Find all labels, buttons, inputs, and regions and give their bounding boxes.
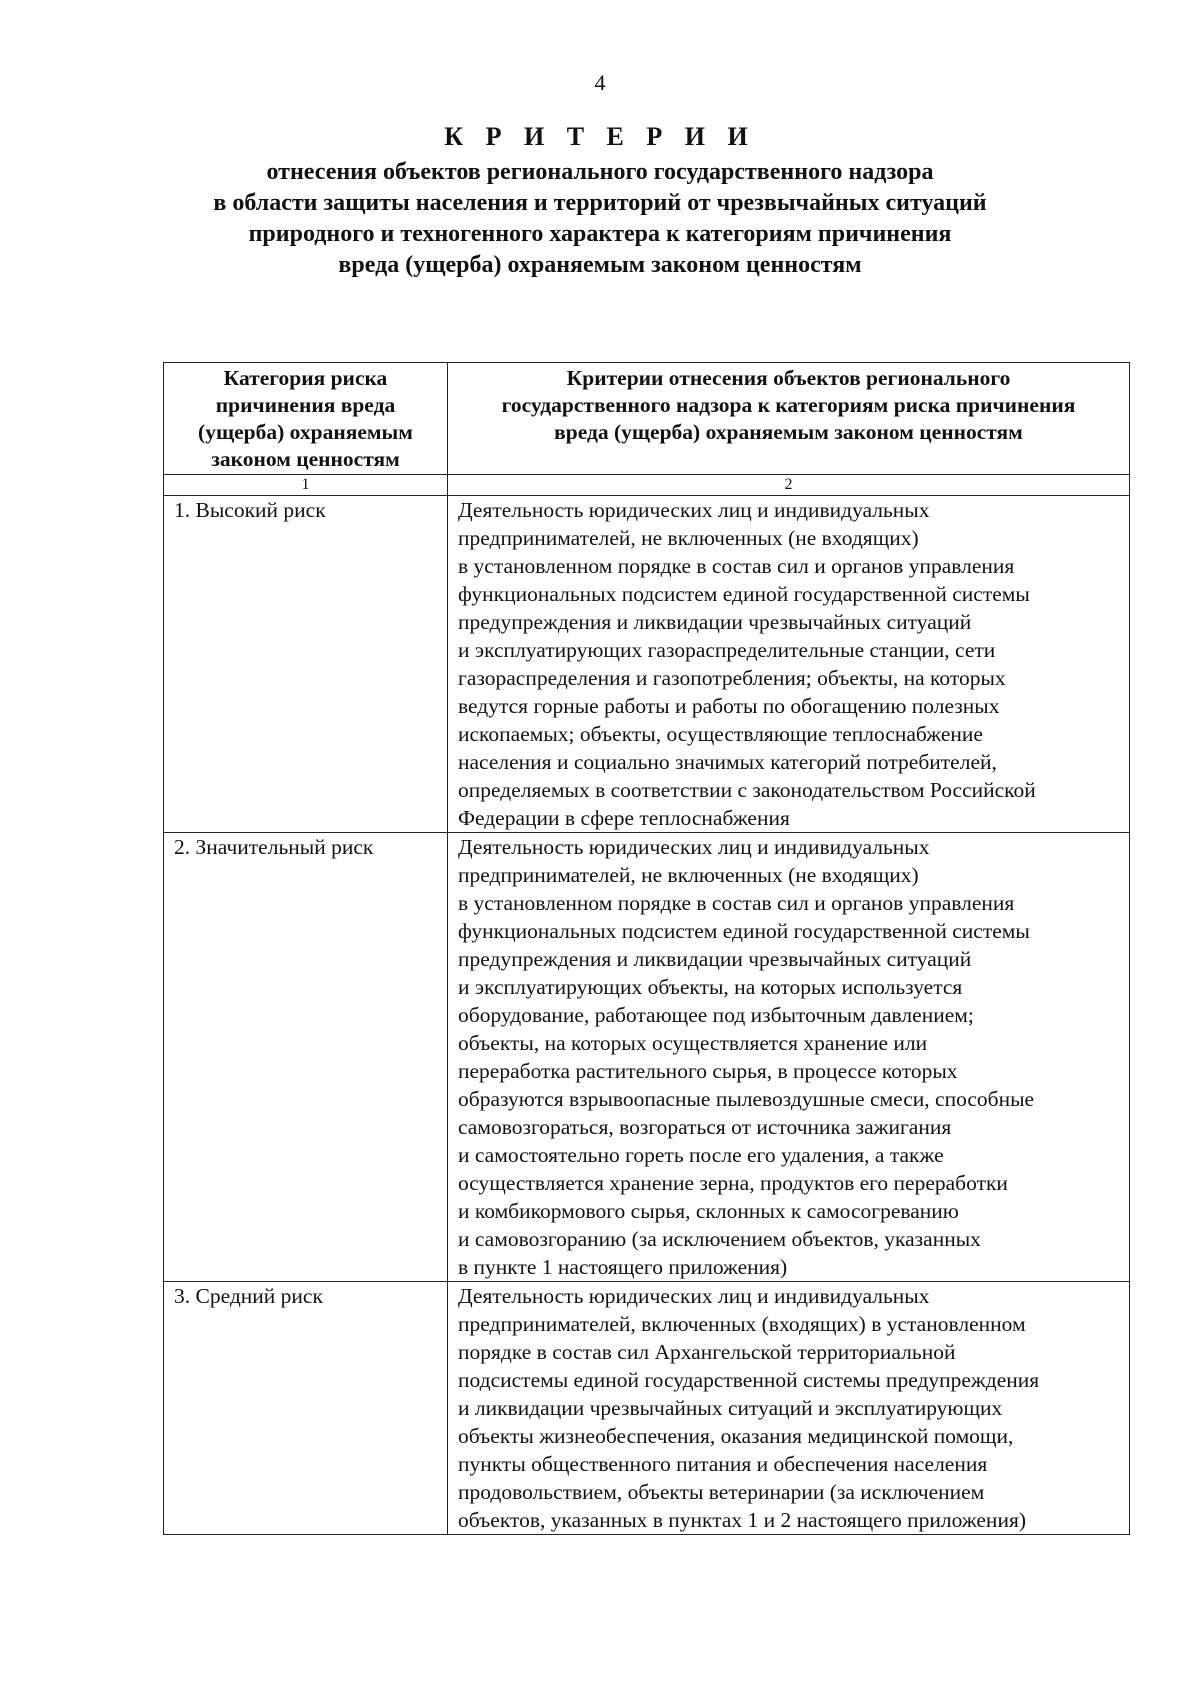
criteria-line: в установленном порядке в состав сил и органов управления	[458, 891, 1015, 915]
subtitle-line: отнесения объектов регионального государственного надзора	[266, 159, 934, 185]
criteria-line: предупреждения и ликвидации чрезвычайных ситуаций	[458, 610, 972, 634]
column-number-row	[164, 475, 1130, 496]
header-line: вреда (ущерба) охраняемым законом ценностям	[554, 420, 1023, 444]
criteria-line: функциональных подсистем единой государственной системы	[458, 582, 1030, 606]
risk-category-cell: 2. Значительный риск	[164, 833, 448, 1282]
criteria-line: предупреждения и ликвидации чрезвычайных ситуаций	[458, 947, 972, 971]
header-risk-category	[164, 363, 448, 475]
risk-category-cell: 3. Средний риск	[164, 1282, 448, 1535]
criteria-line: Федерации в сфере теплоснабжения	[458, 806, 790, 830]
criteria-line: ведутся горные работы и работы по обогащению полезных	[458, 694, 1000, 718]
criteria-line: объекты, на которых осуществляется хранение или	[458, 1031, 928, 1055]
subtitle-line: вреда (ущерба) охраняемым законом ценностям	[338, 252, 862, 278]
criteria-cell	[448, 833, 1130, 1282]
criteria-line: осуществляется хранение зерна, продуктов его переработки	[458, 1171, 1008, 1195]
criteria-line: определяемых в соответствии с законодательством Российской	[458, 778, 1036, 802]
table-row	[164, 1282, 1130, 1535]
criteria-line: подсистемы единой государственной системы предупреждения	[458, 1368, 1040, 1392]
criteria-line: в пункте 1 настоящего приложения)	[458, 1255, 788, 1279]
criteria-cell	[448, 496, 1130, 833]
criteria-line: в установленном порядке в состав сил и органов управления	[458, 554, 1015, 578]
criteria-line: объектов, указанных в пунктах 1 и 2 настоящего приложения)	[458, 1508, 1026, 1532]
criteria-line: порядке в состав сил Архангельской территориальной	[458, 1340, 956, 1364]
criteria-line: предпринимателей, не включенных (не входящих)	[458, 863, 919, 887]
criteria-line: и эксплуатирующих объекты, на которых используется	[458, 975, 963, 999]
table-header-row	[164, 363, 1130, 475]
criteria-line: Деятельность юридических лиц и индивидуальных	[458, 1284, 930, 1308]
column-number: 2	[448, 475, 1130, 496]
header-line: причинения вреда	[215, 393, 396, 417]
criteria-line: и эксплуатирующих газораспределительные станции, сети	[458, 638, 996, 662]
header-line: (ущерба) охраняемым	[198, 420, 413, 444]
criteria-line: ископаемых; объекты, осуществляющие теплоснабжение	[458, 722, 983, 746]
criteria-line: функциональных подсистем единой государственной системы	[458, 919, 1030, 943]
criteria-line: переработка растительного сырья, в процессе которых	[458, 1059, 958, 1083]
criteria-line: предпринимателей, не включенных (не входящих)	[458, 526, 919, 550]
criteria-line: образуются взрывоопасные пылевоздушные смеси, способные	[458, 1087, 1035, 1111]
subtitle-line: в области защиты населения и территорий от чрезвычайных ситуаций	[213, 190, 987, 216]
criteria-line: газораспределения и газопотребления; объекты, на которых	[458, 666, 1006, 690]
criteria-cell	[448, 1282, 1130, 1535]
table-row	[164, 496, 1130, 833]
criteria-line: и комбикормового сырья, склонных к самосогреванию	[458, 1199, 959, 1223]
criteria-line: самовозгораться, возгораться от источника зажигания	[458, 1115, 952, 1139]
header-line: государственного надзора к категориям риска причинения	[501, 393, 1076, 417]
criteria-line: объекты жизнеобеспечения, оказания медицинской помощи,	[458, 1424, 1014, 1448]
criteria-line: Деятельность юридических лиц и индивидуальных	[458, 498, 930, 522]
document-subtitle	[100, 157, 1100, 281]
criteria-line: предпринимателей, включенных (входящих) в установленном	[458, 1312, 1026, 1336]
document-title: К Р И Т Е Р И И	[444, 122, 756, 151]
criteria-line: продовольствием, объекты ветеринарии (за исключением	[458, 1480, 985, 1504]
criteria-line: населения и социально значимых категорий потребителей,	[458, 750, 997, 774]
header-line: Категория риска	[223, 366, 388, 390]
header-line: Критерии отнесения объектов регионального	[566, 366, 1011, 390]
criteria-line: и самостоятельно гореть после его удаления, а также	[458, 1143, 944, 1167]
risk-category-cell: 1. Высокий риск	[164, 496, 448, 833]
criteria-line: и самовозгоранию (за исключением объектов, указанных	[458, 1227, 981, 1251]
header-criteria	[448, 363, 1130, 475]
criteria-line: и ликвидации чрезвычайных ситуаций и эксплуатирующих	[458, 1396, 1003, 1420]
page-number: 4	[594, 70, 606, 95]
column-number: 1	[164, 475, 448, 496]
criteria-line: пункты общественного питания и обеспечения населения	[458, 1452, 988, 1476]
header-line: законом ценностям	[211, 447, 400, 471]
criteria-line: Деятельность юридических лиц и индивидуальных	[458, 835, 930, 859]
subtitle-line: природного и техногенного характера к категориям причинения	[248, 221, 952, 247]
criteria-line: оборудование, работающее под избыточным давлением;	[458, 1003, 974, 1027]
criteria-table	[163, 362, 1130, 1535]
table-row	[164, 833, 1130, 1282]
